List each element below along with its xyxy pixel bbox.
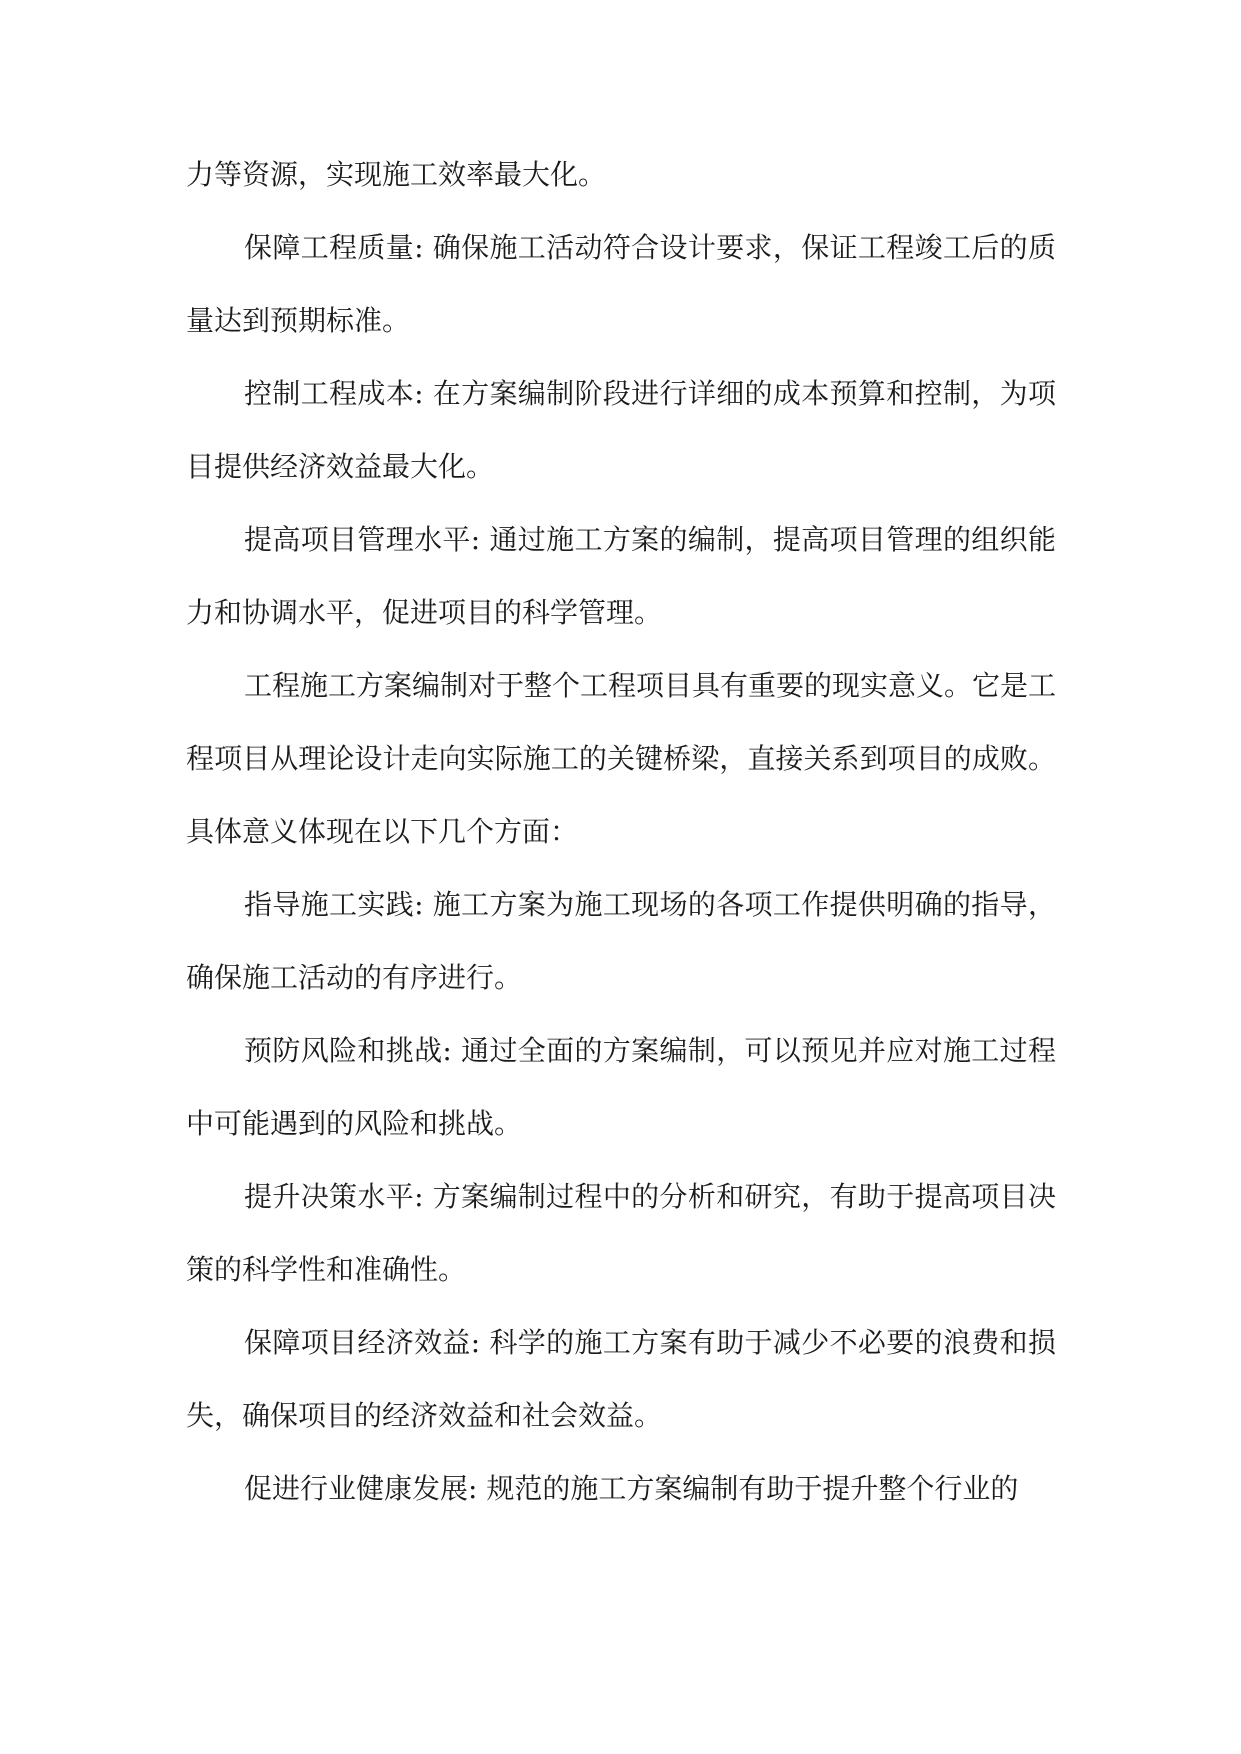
paragraph-resources: 力等资源，实现施工效率最大化。	[186, 158, 607, 191]
paragraph-industry: 促进行业健康发展: 规范的施工方案编制有助于提升整个行业的	[244, 1472, 1019, 1505]
paragraph-economic: 保障项目经济效益: 科学的施工方案有助于减少不必要的浪费和损失，确保项目的经济效益和社会效益。	[186, 1326, 1056, 1432]
paragraph-cost: 控制工程成本: 在方案编制阶段进行详细的成本预算和控制，为项目提供经济效益最大化。	[186, 377, 1056, 483]
paragraph-quality: 保障工程质量: 确保施工活动符合设计要求，保证工程竣工后的质量达到预期标准。	[186, 231, 1056, 337]
paragraph-management: 提高项目管理水平: 通过施工方案的编制，提高项目管理的组织能力和协调水平，促进项目的科学管理。	[186, 523, 1056, 629]
paragraph-significance: 工程施工方案编制对于整个工程项目具有重要的现实意义。它是工程项目从理论设计走向实际施工的关键桥梁，直接关系到项目的成败。具体意义体现在以下几个方面：	[186, 669, 1057, 848]
paragraph-risk: 预防风险和挑战: 通过全面的方案编制，可以预见并应对施工过程中可能遇到的风险和挑战。	[186, 1034, 1056, 1140]
document-body	[186, 138, 1056, 1525]
paragraph-guidance: 指导施工实践: 施工方案为施工现场的各项工作提供明确的指导，确保施工活动的有序进行。	[186, 888, 1056, 994]
paragraph-decision: 提升决策水平: 方案编制过程中的分析和研究，有助于提高项目决策的科学性和准确性。	[186, 1180, 1056, 1286]
